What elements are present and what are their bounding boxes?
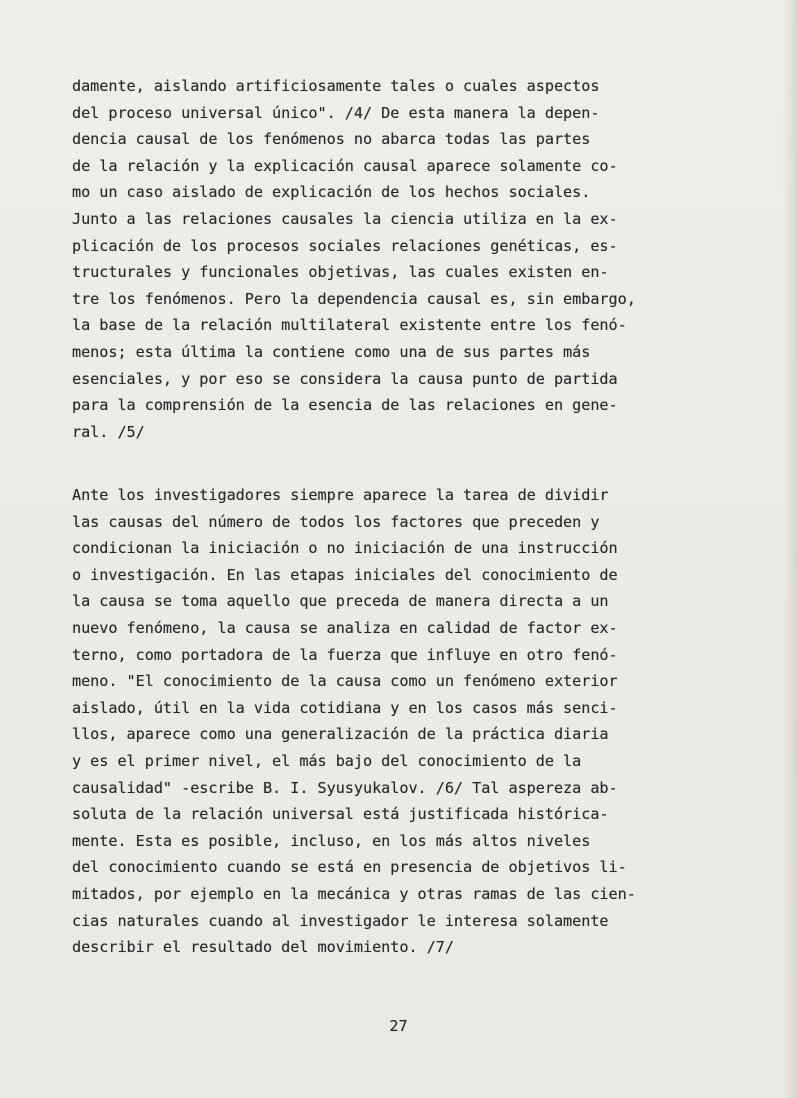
text-line: terno, como portadora de la fuerza que influye en otro fenó- [72,645,618,664]
text-line: de la relación y la explicación causal aparece solamente co- [72,156,618,175]
text-line: aislado, útil en la vida cotidiana y en los casos más senci- [72,698,618,717]
text-line: condicionan la iniciación o no iniciación de una instrucción [72,539,618,558]
text-line: las causas del número de todos los factores que preceden y [72,512,600,531]
text-line: ral. /5/ [72,422,145,441]
text-line: Junto a las relaciones causales la ciencia utiliza en la ex- [72,209,618,228]
text-line: Ante los investigadores siempre aparece la tarea de dividir [72,486,609,504]
text-line: la causa se toma aquello que preceda de manera directa a un [72,592,609,611]
text-line: mo un caso aislado de explicación de los hechos sociales. [72,183,591,202]
paragraph-1 [72,73,738,445]
text-line: dencia causal de los fenómenos no abarca todas las partes [72,130,591,149]
text-line: damente, aislando artificiosamente tales o cuales aspectos [72,77,600,95]
page-number: 27 [389,1017,408,1035]
text-line: esenciales, y por eso se considera la causa punto de partida [72,369,618,388]
paragraph-2 [72,482,738,961]
page-edge-shadow [783,0,797,1098]
text-line: meno. "El conocimiento de la causa como un fenómeno exterior [72,672,618,691]
text-line: la base de la relación multilateral existente entre los fenó- [72,316,627,335]
text-line: cias naturales cuando al investigador le interesa solamente [72,911,609,930]
text-line: menos; esta última la contiene como una de sus partes más [72,342,591,361]
text-line: describir el resultado del movimiento. /7/ [72,938,454,957]
text-line: tre los fenómenos. Pero la dependencia causal es, sin embargo, [72,289,636,308]
text-line: o investigación. En las etapas iniciales del conocimiento de [72,565,618,584]
text-line: llos, aparece como una generalización de la práctica diaria [72,725,609,744]
text-line: causalidad" -escribe B. I. Syusyukalov. /6/ Tal aspereza ab- [72,778,618,797]
text-line: y es el primer nivel, el más bajo del conocimiento de la [72,751,582,770]
text-line: del proceso universal único". /4/ De esta manera la depen- [72,103,600,122]
text-line: para la comprensión de la esencia de las relaciones en gene- [72,396,618,415]
text-line: mente. Esta es posible, incluso, en los más altos niveles [72,831,591,850]
text-line: plicación de los procesos sociales relaciones genéticas, es- [72,236,618,255]
text-line: del conocimiento cuando se está en presencia de objetivos li- [72,858,627,877]
text-line: soluta de la relación universal está justificada históricа- [72,805,609,824]
text-line: mitados, por ejemplo en la mecánica y otras ramas de las cien- [72,884,636,903]
text-line: tructurales y funcionales objetivas, las cuales existen en- [72,263,609,282]
text-line: nuevo fenómeno, la causa se analiza en calidad de factor ex- [72,618,618,637]
